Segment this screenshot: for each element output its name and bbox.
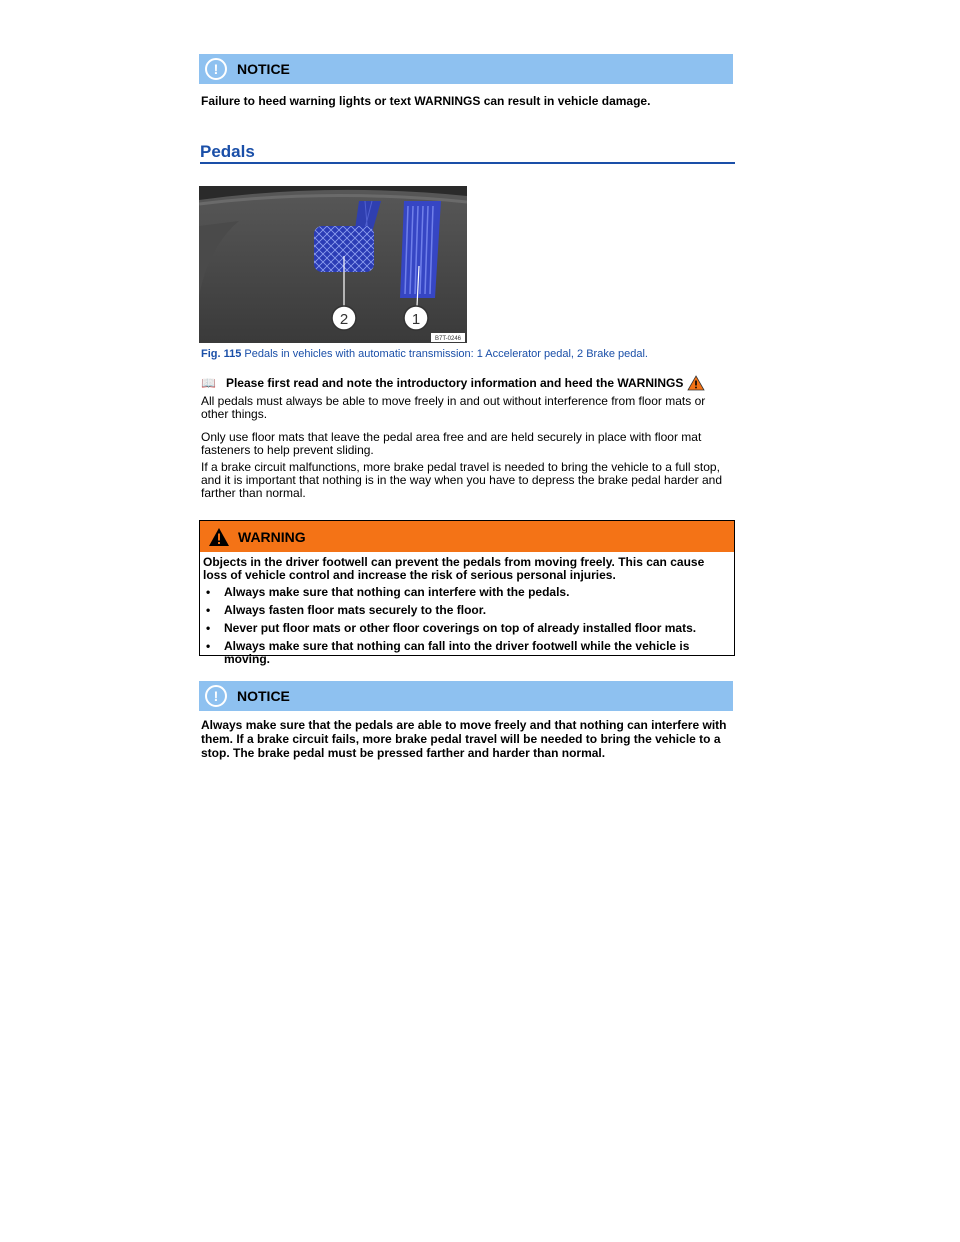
callout-2-label: 2 <box>339 311 349 328</box>
callout-1-label: 1 <box>411 311 421 328</box>
warning-header <box>200 521 734 552</box>
book-icon: 📖 <box>201 376 216 390</box>
pedals-illustration <box>199 186 467 343</box>
intro-line <box>201 375 705 391</box>
warning-box <box>199 520 735 666</box>
caption-label: Fig. 115 <box>201 348 242 360</box>
list-item: • Always make sure that nothing can interfere with the pedals. <box>203 586 731 599</box>
warning-title: WARNING <box>238 528 306 545</box>
figure-code: B7T-0246 <box>434 336 462 342</box>
paragraph: All pedals must always be able to move freely in and out without interference from floor mats or other things. <box>201 394 706 421</box>
list-item: • Always fasten floor mats securely to the floor. <box>203 604 731 617</box>
notice-header <box>199 681 733 711</box>
notice-title: NOTICE <box>237 688 290 704</box>
section-title: Pedals <box>200 142 735 164</box>
warning-text: Objects in the driver footwell can prevent the pedals from moving freely. This can cause loss of vehicle control and increase the risk of serious personal injuries. <box>203 555 705 582</box>
warning-list <box>203 586 731 666</box>
notice-header <box>199 54 733 84</box>
figure-caption <box>201 348 648 360</box>
list-item: • Never put floor mats or other floor coverings on top of already installed floor mats. <box>203 622 731 635</box>
notice-title: NOTICE <box>237 61 290 77</box>
caption-text: Pedals in vehicles with automatic transmission: 1 Accelerator pedal, 2 Brake pedal. <box>244 348 648 360</box>
warning-triangle-icon <box>208 527 230 547</box>
exclamation-circle-icon: ! <box>205 58 227 80</box>
intro-text: Please first read and note the introductory information and heed the WARNINGS <box>225 376 684 390</box>
paragraph: If a brake circuit malfunctions, more brake pedal travel is needed to bring the vehicle to a full stop, and it is important that nothing is in the way when you have to depress the brake pedal harder and farther than normal. <box>201 460 722 500</box>
list-item: • Always make sure that nothing can fall into the driver footwell while the vehicle is moving. <box>203 640 731 666</box>
warning-body <box>200 552 734 666</box>
warning-triangle-icon <box>687 375 705 391</box>
pedals-figure <box>199 186 467 343</box>
notice-text: Failure to heed warning lights or text WARNINGS can result in vehicle damage. <box>201 94 651 108</box>
paragraph: Only use floor mats that leave the pedal area free and are held securely in place with floor mat fasteners to help prevent sliding. <box>201 430 702 457</box>
exclamation-circle-icon: ! <box>205 685 227 707</box>
notice-text: Always make sure that the pedals are able to move freely and that nothing can interfere with them. If a brake circuit fails, more brake pedal travel will be needed to bring the vehicle to a stop. The brake pedal must be pressed farther and harder than normal. <box>201 718 727 760</box>
